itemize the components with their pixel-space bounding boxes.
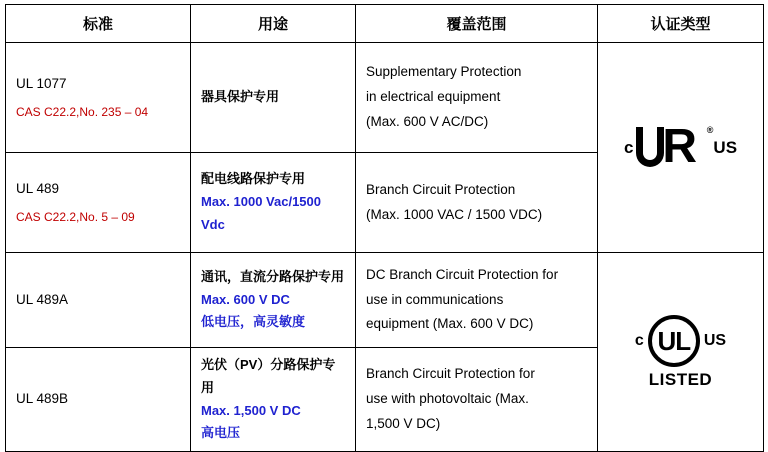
coverage-line: in electrical equipment	[366, 89, 501, 105]
mark-suffix-letters: US	[713, 138, 738, 157]
standard-name: UL 489A	[16, 291, 69, 307]
use-limit: Max. 600 V DC	[201, 291, 290, 307]
coverage-line: (Max. 1000 VAC / 1500 VDC)	[366, 206, 543, 222]
column-header-use: 用途	[191, 5, 356, 43]
table-header	[6, 5, 764, 43]
table-row	[6, 253, 764, 348]
cell-coverage	[356, 348, 598, 452]
cell-standard	[6, 348, 191, 452]
standard-code: CAS C22.2,No. 5 – 09	[16, 209, 135, 224]
document-page	[0, 4, 768, 441]
ul-ring: UL	[648, 315, 700, 367]
coverage-line: Branch Circuit Protection	[366, 181, 516, 197]
cell-coverage	[356, 153, 598, 253]
cell-use	[191, 253, 356, 348]
mark-suffix-letters: US	[703, 331, 727, 349]
cell-standard	[6, 253, 191, 348]
standard-name: UL 489	[16, 180, 60, 196]
use-limit: Max. 1,500 V DC	[201, 402, 301, 418]
table-body	[6, 43, 764, 452]
header-row	[6, 5, 764, 43]
column-header-certification: 认证类型	[598, 5, 764, 43]
mark-prefix-letter: c	[634, 331, 644, 349]
cell-coverage	[356, 43, 598, 153]
cell-use	[191, 153, 356, 253]
coverage-line: use in communications	[366, 291, 504, 307]
use-limit: Max. 1000 Vac/1500 Vdc	[201, 194, 321, 232]
mark-prefix-letter: c	[623, 138, 634, 157]
cell-coverage	[356, 253, 598, 348]
cell-certification	[598, 43, 764, 253]
cell-use	[191, 43, 356, 153]
cell-standard	[6, 153, 191, 253]
table-row	[6, 43, 764, 153]
cell-standard	[6, 43, 191, 153]
standard-name: UL 1077	[16, 75, 67, 91]
use-main: 光伏（PV）分路保护专用	[201, 357, 336, 395]
coverage-line: use with photovoltaic (Max.	[366, 391, 529, 407]
r-letter: R	[662, 119, 696, 173]
column-header-standard: 标准	[6, 5, 191, 43]
use-main: 配电线路保护专用	[201, 171, 306, 187]
ul-listed-ring-row	[635, 315, 726, 367]
coverage-line: Supplementary Protection	[366, 64, 522, 80]
coverage-line: Branch Circuit Protection for	[366, 366, 535, 382]
use-main: 器具保护专用	[201, 89, 280, 105]
use-note: 低电压，高灵敏度	[201, 314, 306, 330]
registered-trademark-icon: ®	[706, 124, 714, 135]
ul-recognized-component-mark-icon	[623, 119, 738, 173]
cell-certification	[598, 253, 764, 452]
listed-label: LISTED	[648, 369, 713, 389]
u-shape	[636, 127, 664, 167]
coverage-line: equipment (Max. 600 V DC)	[366, 316, 534, 332]
standard-name: UL 489B	[16, 391, 69, 407]
ur-glyph	[636, 119, 714, 173]
standard-code: CAS C22.2,No. 235 – 04	[16, 104, 149, 119]
use-note: 高电压	[201, 425, 241, 441]
standards-comparison-table	[5, 4, 764, 452]
coverage-line: 1,500 V DC)	[366, 415, 441, 431]
ul-listed-mark-icon	[635, 315, 726, 388]
use-main: 通讯，直流分路保护专用	[201, 268, 345, 284]
coverage-line: DC Branch Circuit Protection for	[366, 266, 559, 282]
cell-use	[191, 348, 356, 452]
column-header-coverage: 覆盖范围	[356, 5, 598, 43]
coverage-line: (Max. 600 V AC/DC)	[366, 113, 489, 129]
